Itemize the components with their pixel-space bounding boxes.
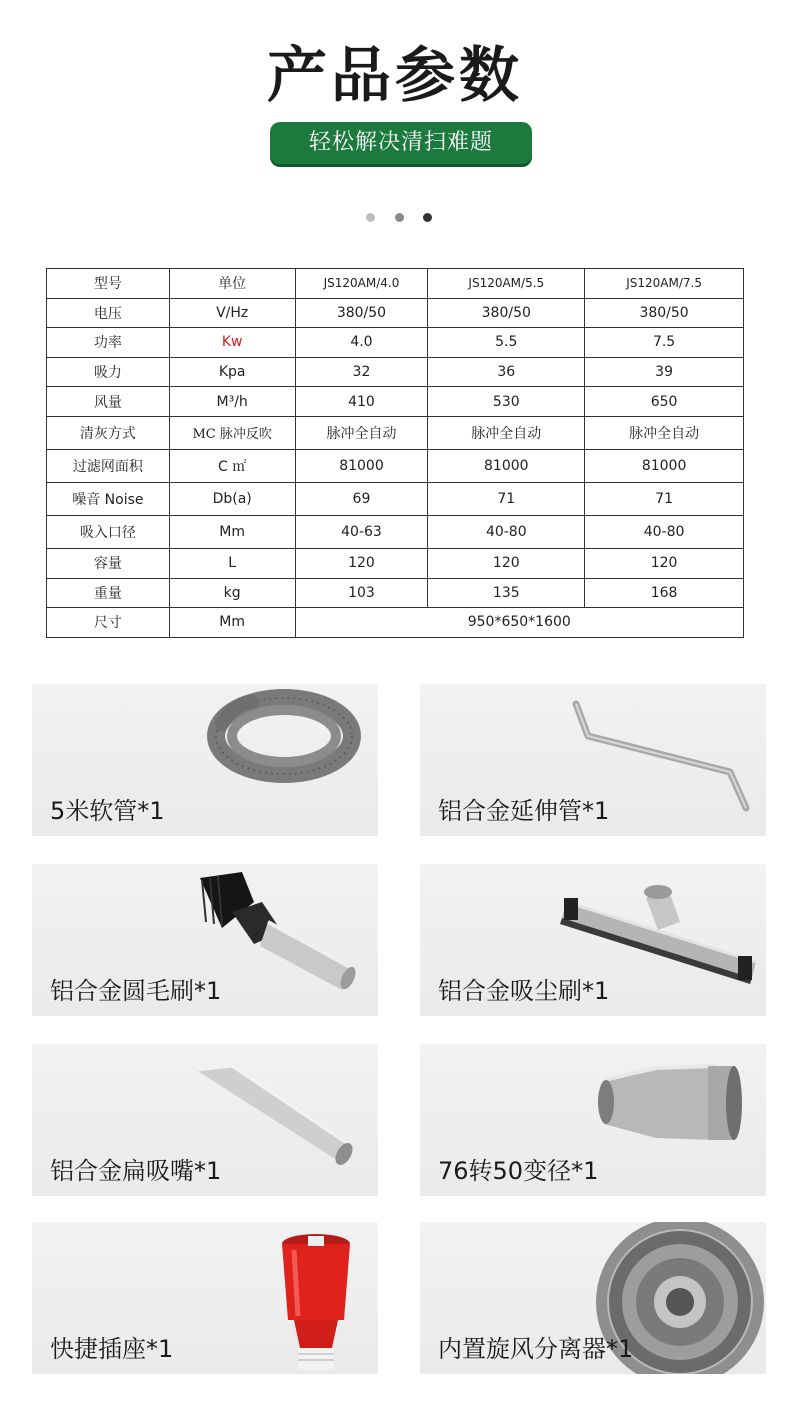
- row-value: 40-80: [585, 515, 744, 548]
- accessory-label: 76转50变径*1: [438, 1157, 599, 1185]
- accessory-card-crevice-nozzle: [32, 1044, 378, 1196]
- row-unit: MC 脉冲反吹: [169, 416, 295, 449]
- accessory-card-hose: [32, 684, 378, 836]
- page-title: 产品参数: [267, 41, 523, 111]
- table-row: [47, 357, 744, 387]
- carousel-dot-2[interactable]: [395, 213, 404, 222]
- header-cell: JS120AM/7.5: [585, 269, 744, 299]
- accessory-label: 内置旋风分离器*1: [438, 1335, 634, 1363]
- table-row: [47, 298, 744, 328]
- table-row: [47, 416, 744, 449]
- accessory-label: 铝合金延伸管*1: [438, 797, 610, 825]
- row-unit: Kpa: [169, 357, 295, 387]
- row-value: 7.5: [585, 328, 744, 358]
- accessory-label: 铝合金吸尘刷*1: [438, 977, 610, 1005]
- row-value: 4.0: [295, 328, 428, 358]
- row-label: 清灰方式: [47, 416, 170, 449]
- row-value: 32: [295, 357, 428, 387]
- row-label: 噪音 Noise: [47, 482, 170, 515]
- row-unit: Mm: [169, 515, 295, 548]
- row-value: 120: [428, 548, 585, 578]
- row-value: 81000: [428, 449, 585, 482]
- table-row: [47, 328, 744, 358]
- row-label: 功率: [47, 328, 170, 358]
- header-cell: JS120AM/4.0: [295, 269, 428, 299]
- row-unit: Kw: [169, 328, 295, 358]
- reducer-icon: [596, 1058, 746, 1148]
- row-value: 410: [295, 387, 428, 417]
- table-row: [47, 482, 744, 515]
- table-row: [47, 449, 744, 482]
- row-label: 容量: [47, 548, 170, 578]
- row-label: 吸力: [47, 357, 170, 387]
- row-unit: Mm: [169, 608, 295, 638]
- row-unit: Db(a): [169, 482, 295, 515]
- row-value: 39: [585, 357, 744, 387]
- carousel-dot-1[interactable]: [366, 213, 375, 222]
- row-value: 脉冲全自动: [428, 416, 585, 449]
- row-value: 40-80: [428, 515, 585, 548]
- row-value: 69: [295, 482, 428, 515]
- row-label: 吸入口径: [47, 515, 170, 548]
- row-value: 40-63: [295, 515, 428, 548]
- row-value: 380/50: [585, 298, 744, 328]
- accessory-card-round-brush: [32, 864, 378, 1016]
- row-unit: L: [169, 548, 295, 578]
- row-value: 120: [295, 548, 428, 578]
- table-row: [47, 608, 744, 638]
- row-value: 36: [428, 357, 585, 387]
- row-unit: kg: [169, 578, 295, 608]
- table-row: [47, 578, 744, 608]
- row-value: 脉冲全自动: [295, 416, 428, 449]
- row-unit: V/Hz: [169, 298, 295, 328]
- table-row: [47, 548, 744, 578]
- row-value: 71: [585, 482, 744, 515]
- table-row: [47, 387, 744, 417]
- subtitle-badge: 轻松解决清扫难题: [270, 122, 532, 164]
- row-value: 103: [295, 578, 428, 608]
- header-cell: 型号: [47, 269, 170, 299]
- plug-icon: [272, 1230, 362, 1374]
- row-value: 120: [585, 548, 744, 578]
- carousel-indicator: [366, 213, 436, 223]
- row-value: 950*650*1600: [295, 608, 743, 638]
- accessory-card-reducer: [420, 1044, 766, 1196]
- hose-icon: [192, 684, 378, 794]
- table-header-row: [47, 269, 744, 299]
- row-value: 650: [585, 387, 744, 417]
- header-cell: 单位: [169, 269, 295, 299]
- row-value: 380/50: [428, 298, 585, 328]
- accessory-label: 铝合金圆毛刷*1: [50, 977, 222, 1005]
- row-value: 71: [428, 482, 585, 515]
- row-label: 电压: [47, 298, 170, 328]
- accessory-card-extension-tube: [420, 684, 766, 836]
- row-value: 5.5: [428, 328, 585, 358]
- row-value: 脉冲全自动: [585, 416, 744, 449]
- row-value: 530: [428, 387, 585, 417]
- carousel-dot-3[interactable]: [423, 213, 432, 222]
- row-label: 风量: [47, 387, 170, 417]
- row-label: 重量: [47, 578, 170, 608]
- accessory-card-floor-brush: [420, 864, 766, 1016]
- row-unit: C ㎡: [169, 449, 295, 482]
- accessory-label: 5米软管*1: [50, 797, 165, 825]
- row-value: 380/50: [295, 298, 428, 328]
- header-cell: JS120AM/5.5: [428, 269, 585, 299]
- accessory-label: 铝合金扁吸嘴*1: [50, 1157, 222, 1185]
- row-unit: M³/h: [169, 387, 295, 417]
- row-value: 168: [585, 578, 744, 608]
- row-value: 81000: [295, 449, 428, 482]
- accessory-label: 快捷插座*1: [50, 1335, 174, 1363]
- accessory-card-plug: [32, 1222, 378, 1374]
- row-value: 81000: [585, 449, 744, 482]
- accessory-card-cyclone-separator: [420, 1222, 766, 1374]
- spec-table: [46, 268, 744, 638]
- table-row: [47, 515, 744, 548]
- row-value: 135: [428, 578, 585, 608]
- row-label: 过滤网面积: [47, 449, 170, 482]
- row-label: 尺寸: [47, 608, 170, 638]
